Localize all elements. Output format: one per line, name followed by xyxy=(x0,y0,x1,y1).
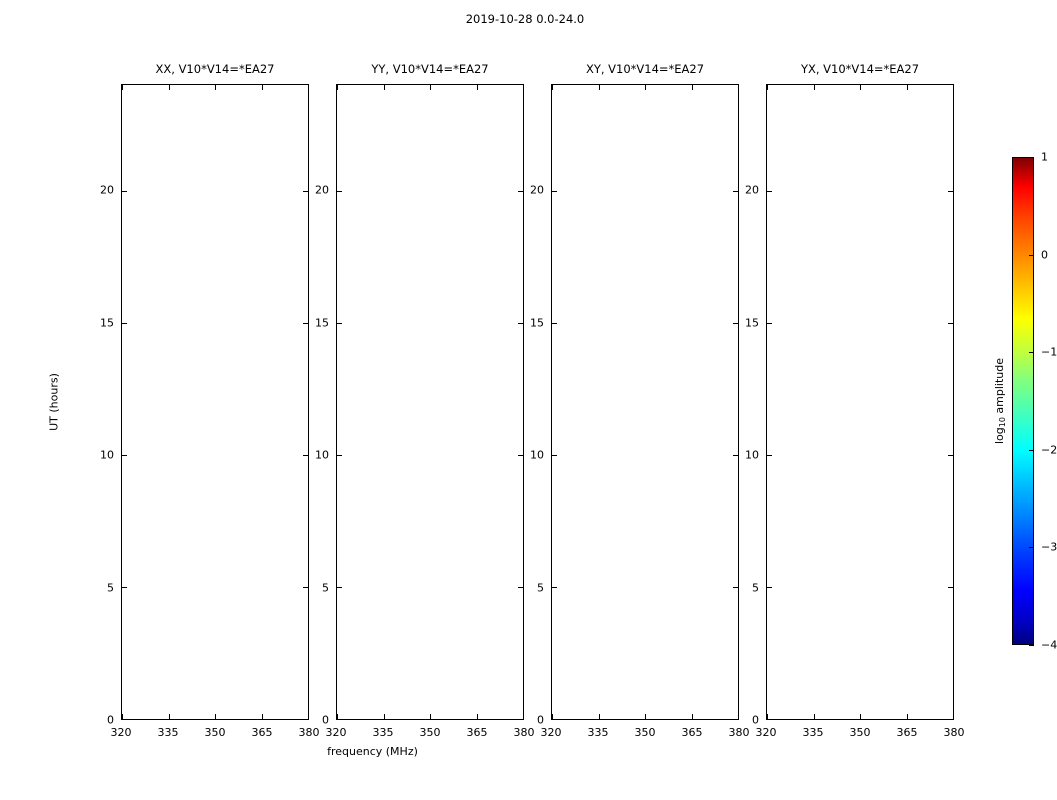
y-tick-mark xyxy=(122,191,127,192)
x-tick-mark xyxy=(767,85,768,90)
y-tick-mark xyxy=(303,191,308,192)
y-tick-mark xyxy=(122,719,127,720)
y-tick-mark xyxy=(337,191,342,192)
y-tick-mark xyxy=(733,191,738,192)
x-tick-mark xyxy=(907,714,908,719)
panel-axes-yy xyxy=(336,84,524,720)
y-tick-mark xyxy=(948,191,953,192)
x-tick-label: 380 xyxy=(513,726,535,739)
y-tick-mark xyxy=(303,587,308,588)
x-tick-mark xyxy=(738,85,739,90)
y-tick-mark xyxy=(767,323,772,324)
x-tick-mark xyxy=(430,85,431,90)
x-tick-mark xyxy=(860,714,861,719)
y-tick-mark xyxy=(948,455,953,456)
y-tick-mark xyxy=(767,719,772,720)
x-tick-mark xyxy=(599,714,600,719)
y-tick-mark xyxy=(518,455,523,456)
y-tick-mark xyxy=(122,587,127,588)
x-tick-mark xyxy=(692,714,693,719)
x-tick-label: 365 xyxy=(466,726,488,739)
y-tick-label: 15 xyxy=(315,316,329,329)
y-tick-label: 10 xyxy=(315,448,329,462)
y-tick-label: 0 xyxy=(107,713,114,727)
figure-suptitle: 2019-10-28 0.0-24.0 xyxy=(465,12,585,26)
x-tick-mark xyxy=(523,714,524,719)
y-tick-mark xyxy=(552,323,557,324)
x-tick-label: 380 xyxy=(943,726,965,739)
colorbar-tick-mark xyxy=(1029,450,1034,451)
x-tick-mark xyxy=(814,714,815,719)
y-tick-label: 5 xyxy=(537,581,544,594)
colorbar-tick-label: −2 xyxy=(1041,443,1057,457)
y-tick-mark xyxy=(733,587,738,588)
x-tick-label: 380 xyxy=(298,726,320,739)
x-tick-label: 365 xyxy=(251,726,273,739)
y-tick-label: 15 xyxy=(745,316,759,329)
y-tick-label: 20 xyxy=(100,183,114,197)
colorbar-tick-mark xyxy=(1029,157,1034,158)
x-tick-mark xyxy=(692,85,693,90)
y-tick-mark xyxy=(337,455,342,456)
plot-panel-xy xyxy=(530,62,750,739)
x-tick-label: 320 xyxy=(325,726,347,739)
x-tick-label: 380 xyxy=(728,726,750,739)
colorbar-tick-label: 1 xyxy=(1041,150,1048,164)
y-tick-mark xyxy=(303,719,308,720)
x-tick-mark xyxy=(337,714,338,719)
y-tick-mark xyxy=(733,719,738,720)
y-tick-mark xyxy=(767,587,772,588)
y-tick-mark xyxy=(122,323,127,324)
y-tick-mark xyxy=(337,719,342,720)
x-axis-label: frequency (MHz) xyxy=(327,745,418,758)
y-tick-mark xyxy=(518,719,523,720)
colorbar-tick-mark xyxy=(1029,352,1034,353)
x-tick-mark xyxy=(767,714,768,719)
y-tick-label: 15 xyxy=(530,316,544,329)
colorbar-tick-mark xyxy=(1029,547,1034,548)
panel-axes-xy xyxy=(551,84,739,720)
y-tick-mark xyxy=(552,191,557,192)
x-tick-mark xyxy=(384,85,385,90)
x-tick-mark xyxy=(953,714,954,719)
plot-panel-xx xyxy=(100,62,320,739)
x-tick-mark xyxy=(337,85,338,90)
y-tick-label: 5 xyxy=(322,581,329,594)
x-tick-mark xyxy=(953,85,954,90)
y-tick-mark xyxy=(337,323,342,324)
x-tick-mark xyxy=(860,85,861,90)
x-tick-label: 335 xyxy=(157,726,179,739)
y-tick-mark xyxy=(303,455,308,456)
x-tick-label: 350 xyxy=(419,726,441,739)
x-tick-mark xyxy=(814,85,815,90)
y-tick-label: 10 xyxy=(530,448,544,462)
x-tick-label: 320 xyxy=(110,726,132,739)
y-tick-mark xyxy=(767,455,772,456)
panel-axes-yx xyxy=(766,84,954,720)
x-tick-mark xyxy=(552,85,553,90)
colorbar xyxy=(1012,150,1057,652)
x-tick-mark xyxy=(384,714,385,719)
y-tick-mark xyxy=(337,587,342,588)
y-tick-label: 20 xyxy=(315,183,329,197)
y-tick-mark xyxy=(518,323,523,324)
y-tick-mark xyxy=(948,719,953,720)
colorbar-tick-label: −4 xyxy=(1041,638,1057,652)
x-tick-mark xyxy=(169,714,170,719)
x-tick-mark xyxy=(122,714,123,719)
x-tick-mark xyxy=(122,85,123,90)
x-tick-label: 365 xyxy=(896,726,918,739)
y-tick-label: 10 xyxy=(100,448,114,462)
y-axis-label: UT (hours) xyxy=(47,373,61,431)
colorbar-tick-label: 0 xyxy=(1041,248,1048,262)
y-tick-label: 0 xyxy=(322,713,329,727)
y-tick-label: 20 xyxy=(530,183,544,197)
x-tick-label: 335 xyxy=(372,726,394,739)
y-tick-mark xyxy=(948,587,953,588)
x-tick-mark xyxy=(308,85,309,90)
y-tick-label: 15 xyxy=(100,316,114,329)
x-tick-label: 365 xyxy=(681,726,703,739)
plot-panel-yx xyxy=(745,62,965,739)
x-tick-mark xyxy=(645,714,646,719)
x-tick-mark xyxy=(430,714,431,719)
y-tick-mark xyxy=(518,587,523,588)
x-tick-mark xyxy=(262,85,263,90)
x-tick-label: 335 xyxy=(587,726,609,739)
x-tick-mark xyxy=(215,85,216,90)
y-tick-mark xyxy=(303,323,308,324)
y-tick-label: 10 xyxy=(745,448,759,462)
x-tick-label: 350 xyxy=(204,726,226,739)
y-tick-mark xyxy=(122,455,127,456)
y-tick-mark xyxy=(552,719,557,720)
x-tick-label: 320 xyxy=(540,726,562,739)
panel-title-xy: XY, V10*V14=*EA27 xyxy=(585,62,705,76)
y-tick-mark xyxy=(948,323,953,324)
x-tick-mark xyxy=(738,714,739,719)
panel-title-yx: YX, V10*V14=*EA27 xyxy=(800,62,920,76)
x-tick-mark xyxy=(477,85,478,90)
x-tick-mark xyxy=(477,714,478,719)
colorbar-title: $\log_{10}$ amplitude xyxy=(993,357,1007,445)
colorbar-tick-mark xyxy=(1029,255,1034,256)
y-tick-label: 5 xyxy=(752,581,759,594)
colorbar-gradient xyxy=(1012,157,1034,645)
x-tick-label: 350 xyxy=(849,726,871,739)
x-tick-label: 335 xyxy=(802,726,824,739)
y-tick-mark xyxy=(552,455,557,456)
x-tick-mark xyxy=(645,85,646,90)
panel-title-xx: XX, V10*V14=*EA27 xyxy=(155,62,275,76)
plot-panel-yy xyxy=(315,62,535,739)
x-tick-label: 320 xyxy=(755,726,777,739)
x-tick-mark xyxy=(262,714,263,719)
colorbar-tick-mark xyxy=(1029,645,1034,646)
y-tick-mark xyxy=(518,191,523,192)
y-tick-mark xyxy=(733,323,738,324)
y-tick-label: 20 xyxy=(745,183,759,197)
colorbar-tick-label: −3 xyxy=(1041,540,1057,554)
x-tick-mark xyxy=(308,714,309,719)
panel-axes-xx xyxy=(121,84,309,720)
x-tick-mark xyxy=(907,85,908,90)
colorbar-tick-label: −1 xyxy=(1041,345,1057,359)
panel-title-yy: YY, V10*V14=*EA27 xyxy=(371,62,489,76)
x-tick-mark xyxy=(523,85,524,90)
x-tick-mark xyxy=(215,714,216,719)
y-tick-label: 5 xyxy=(107,581,114,594)
y-tick-mark xyxy=(552,587,557,588)
y-tick-label: 0 xyxy=(537,713,544,727)
x-tick-mark xyxy=(169,85,170,90)
x-tick-mark xyxy=(599,85,600,90)
x-tick-mark xyxy=(552,714,553,719)
y-tick-mark xyxy=(733,455,738,456)
y-tick-label: 0 xyxy=(752,713,759,727)
x-tick-label: 350 xyxy=(634,726,656,739)
y-tick-mark xyxy=(767,191,772,192)
